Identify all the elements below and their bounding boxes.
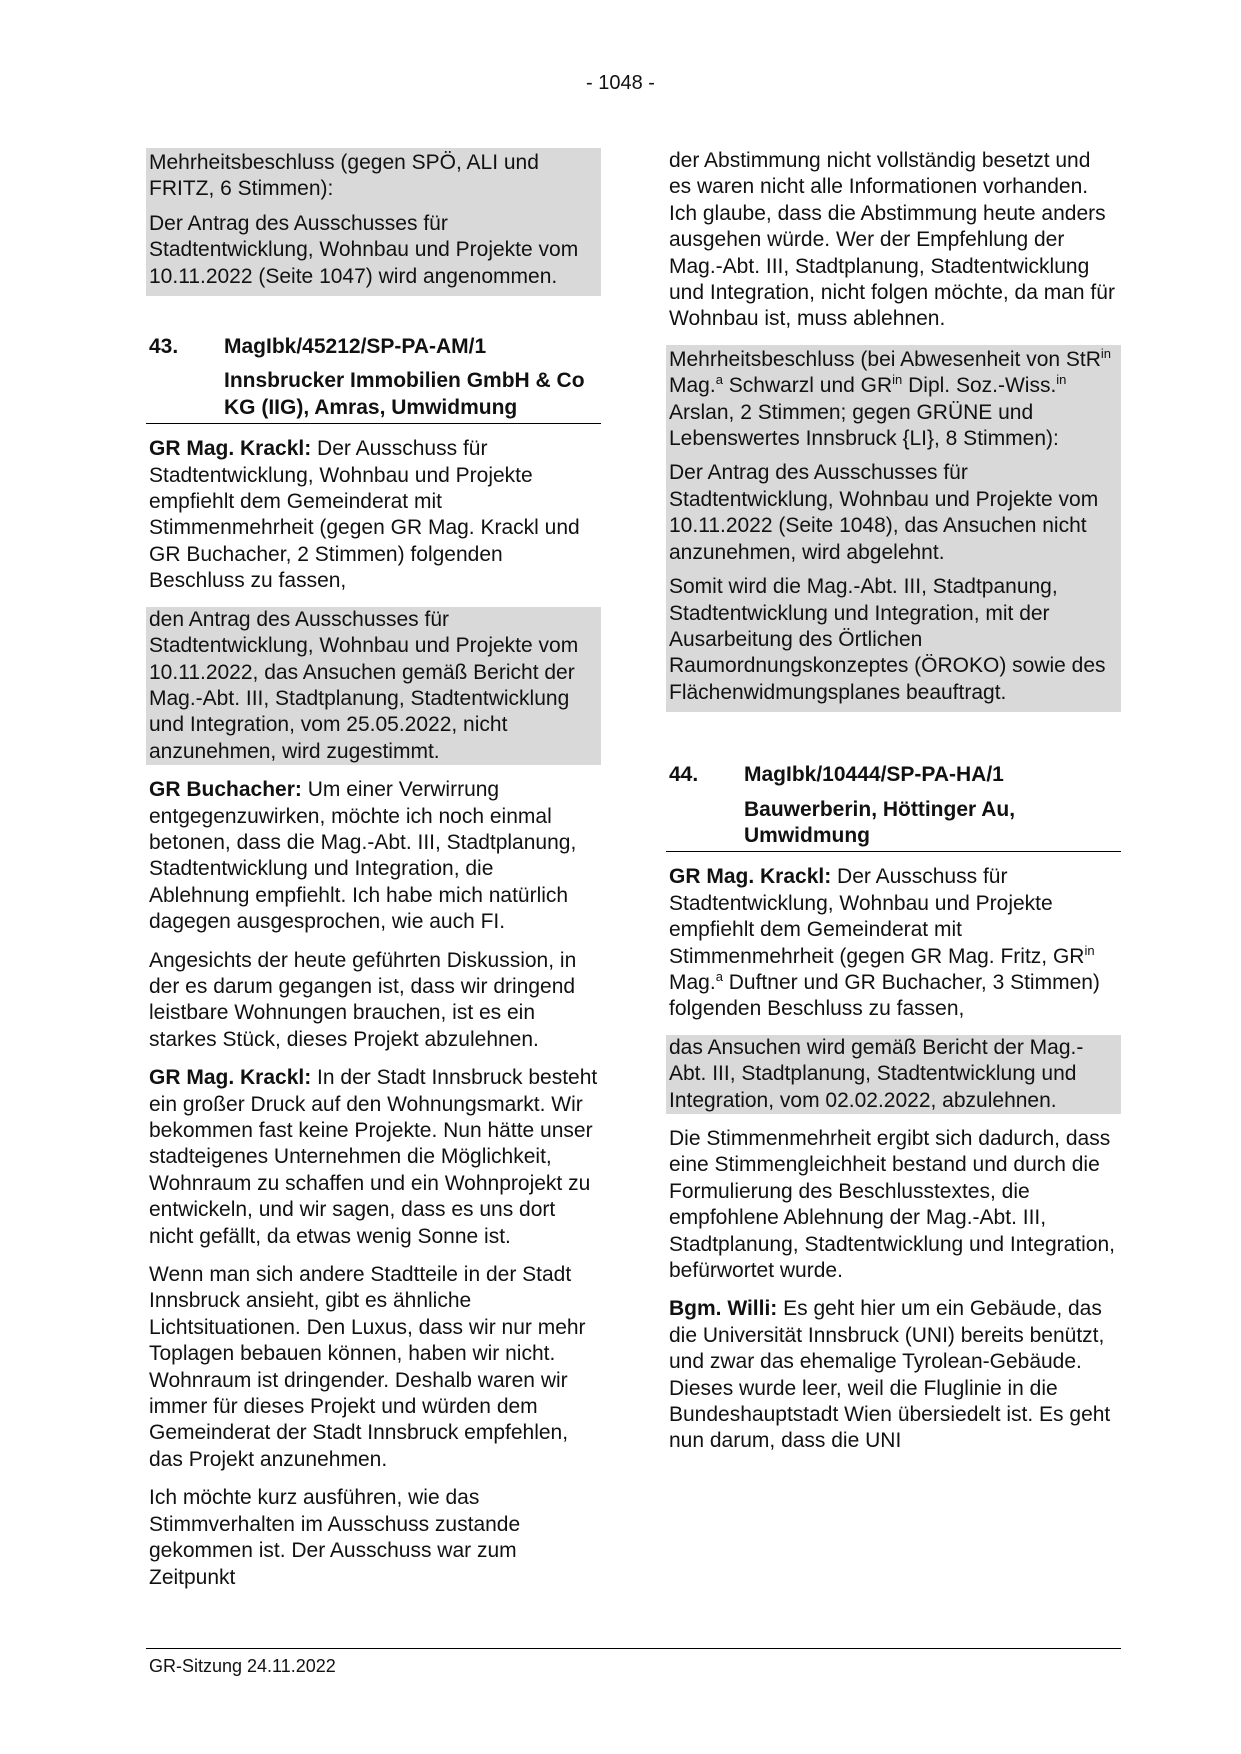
motion-text: das Ansuchen wird gemäß Bericht der Mag.-Abt. III, Stadtplanung, Stadtentwicklung und Integration, vom 02.02.2022, abzulehnen. (666, 1035, 1121, 1114)
superscript: in (892, 372, 903, 388)
left-column (146, 148, 601, 1603)
superscript: a (715, 372, 723, 388)
paragraph: Wenn man sich andere Stadtteile in der Stadt Innsbruck ansieht, gibt es ähnliche Lichtsituationen. Den Luxus, dass wir nur mehr Toplagen bebauen können, haben wir nicht. Wohnraum ist dringender. Deshalb waren wir immer für dieses Projekt und würden dem Gemeinderat der Stadt Innsbruck empfehlen, das Projekt anzunehmen. (149, 1263, 586, 1471)
text-run: Mag. (669, 374, 716, 398)
page-number: - 1048 - (586, 72, 655, 94)
resolution-text (666, 345, 1121, 459)
right-column (666, 148, 1121, 1467)
resolution-block (146, 148, 601, 296)
agenda-item-title: Innsbrucker Immobilien GmbH & Co KG (IIG), Amras, Umwidmung (146, 360, 601, 424)
resolution-text: Der Antrag des Ausschusses für Stadtentwicklung, Wohnbau und Projekte vom 10.11.2022 (Seite 1047) wird angenommen. (149, 211, 579, 288)
paragraph (146, 436, 601, 594)
paragraph (146, 1065, 601, 1250)
speaker-name: GR Mag. Krackl: (149, 437, 312, 461)
superscript: in (1084, 942, 1095, 958)
speech-text: In der Stadt Innsbruck besteht ein großer Druck auf den Wohnungsmarkt. Wir bekommen fast keine Projekte. Nun hätte unser stadteigenes Unternehmen die Möglichkeit, Wohnraum zu schaffen und ein Wohnprojekt zu entwickeln, und wir sagen, dass es uns dort nicht gefällt, da etwas wenig Sonne ist. (149, 1066, 598, 1248)
text-run: Mehrheitsbeschluss (bei Abwesenheit von StR (669, 347, 1101, 371)
speaker-name: GR Mag. Krackl: (669, 865, 832, 889)
speech-text: Der Ausschuss für Stadtentwicklung, Wohnbau und Projekte empfiehlt dem Gemeinderat mit Stimmenmehrheit (gegen GR Mag. Krackl und GR Buchacher, 2 Stimmen) folgenden Beschluss zu fassen, (149, 437, 580, 593)
speech-text: Es geht hier um ein Gebäude, das die Universität Innsbruck (UNI) bereits benützt, und zwar das ehemalige Tyrolean-Gebäude. Dieses wurde leer, weil die Fluglinie in die Bundeshauptstadt Wien übersiedelt ist. Es geht nun darum, dass die UNI (669, 1297, 1111, 1453)
agenda-item-title: Bauwerberin, Höttinger Au, Umwidmung (666, 789, 1121, 853)
speech-text: Duftner und GR Buchacher, 3 Stimmen) folgenden Beschluss zu fassen, (669, 970, 1100, 1021)
motion-text: den Antrag des Ausschusses für Stadtentwicklung, Wohnbau und Projekte vom 10.11.2022, das Ansuchen gemäß Bericht der Mag.-Abt. III, Stadtplanung, Stadtentwicklung und Integration, vom 25.05.2022, nicht anzunehmen, wird zugestimmt. (146, 607, 601, 765)
resolution-text: Der Antrag des Ausschusses für Stadtentwicklung, Wohnbau und Projekte vom 10.11.2022 (Seite 1048), das Ansuchen nicht anzunehmen, wird abgelehnt. (669, 461, 1099, 564)
footer-text: GR-Sitzung 24.11.2022 (149, 1656, 336, 1676)
speaker-name: GR Buchacher: (149, 778, 302, 802)
superscript: in (1056, 372, 1067, 388)
superscript: a (715, 968, 723, 984)
resolution-text: Mehrheitsbeschluss (gegen SPÖ, ALI und FRITZ, 6 Stimmen): (149, 151, 539, 201)
paragraph: Angesichts der heute geführten Diskussion, in der es darum gegangen ist, dass wir dringend leistbare Wohnungen brauchen, ist es ein starkes Stück, dieses Projekt abzulehnen. (149, 948, 577, 1051)
paragraph: der Abstimmung nicht vollständig besetzt und es waren nicht alle Informationen vorhanden. Ich glaube, dass die Abstimmung heute anders ausgehen würde. Wer der Empfehlung der Mag.-Abt. III, Stadtplanung, Stadtentwicklung und Integration, nicht folgen möchte, da man für Wohnbau ist, muss ablehnen. (669, 149, 1115, 331)
footer-divider (146, 1648, 1121, 1649)
text-run: Arslan, 2 Stimmen; gegen GRÜNE und Lebenswertes Innsbruck {LI}, 8 Stimmen): (669, 400, 1059, 451)
paragraph: Ich möchte kurz ausführen, wie das Stimmverhalten im Ausschuss zustande gekommen ist. Der Ausschuss war zum Zeitpunkt (149, 1486, 521, 1589)
agenda-item-code: MagIbk/45212/SP-PA-AM/1 (224, 335, 487, 359)
paragraph (666, 1296, 1121, 1454)
paragraph (666, 864, 1121, 1022)
speech-text: Mag. (669, 970, 716, 994)
text-run: Schwarzl und GR (722, 374, 893, 398)
agenda-item-header (146, 334, 601, 360)
agenda-item-number: 44. (669, 763, 699, 787)
superscript: in (1100, 345, 1112, 361)
paragraph: Die Stimmenmehrheit ergibt sich dadurch, dass eine Stimmengleichheit bestand und durch die Formulierung des Beschlusstextes, die empfohlene Ablehnung der Mag.-Abt. III, Stadtplanung, Stadtentwicklung und Integration, befürwortet wurde. (669, 1127, 1115, 1283)
agenda-item-number: 43. (149, 335, 179, 359)
speech-text: Der Ausschuss für Stadtentwicklung, Wohnbau und Projekte empfiehlt dem Gemeinderat mit Stimmenmehrheit (gegen GR Mag. Fritz, GR (669, 865, 1085, 968)
agenda-item-header (666, 762, 1121, 788)
speech-text: Um einer Verwirrung entgegenzuwirken, möchte ich noch einmal betonen, dass die Mag.-Abt. III, Stadtplanung, Stadtentwicklung und Integration, die Ablehnung empfiehlt. Ich habe mich natürlich dagegen ausgesprochen, wie auch FI. (149, 778, 577, 934)
resolution-block (666, 345, 1121, 712)
text-run: Dipl. Soz.-Wiss. (902, 374, 1057, 398)
resolution-text: Somit wird die Mag.-Abt. III, Stadtpanung, Stadtentwicklung und Integration, mit der Ausarbeitung des Örtlichen Raumordnungskonzeptes (ÖROKO) sowie des Flächenwidmungsplanes beauftragt. (669, 575, 1106, 704)
speaker-name: GR Mag. Krackl: (149, 1066, 312, 1090)
agenda-item-code: MagIbk/10444/SP-PA-HA/1 (744, 763, 1004, 787)
paragraph (146, 777, 601, 935)
speaker-name: Bgm. Willi: (669, 1297, 778, 1321)
